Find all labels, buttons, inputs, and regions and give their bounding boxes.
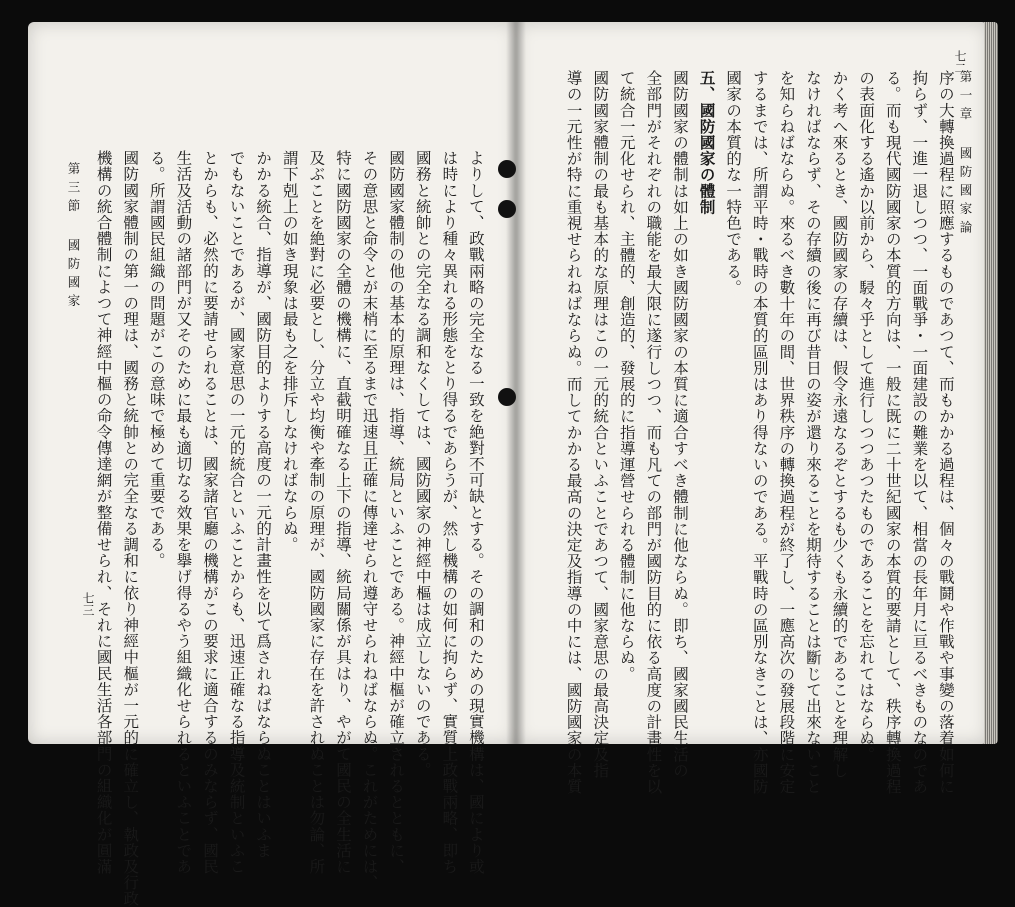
text-line: 生活及活動の諸部門が又そのために最も適切なる效果を擧げ得るやう組織化せられるといふことであ bbox=[174, 150, 193, 875]
text-line: 全部門がそれぞれの職能を最大限に遂行しつつ、而も凡ての部門が國防目的に依る高度の計畫性を以 bbox=[644, 70, 663, 795]
text-line: 謂下剋上の如き現象は最も之を排斥しなければならぬ。 bbox=[280, 150, 299, 553]
text-line: その意思と命令とが末梢に至るまで迅速且正確に傳達せられ遵守せられねばならぬ。これがためには、 bbox=[360, 150, 379, 891]
text-line: とからも、必然的に要請せられることは、國家諸官廳の機構がこの要求に適合するのみならず、國民 bbox=[200, 150, 219, 875]
text-line: かく考へ來るとき、國防國家の存續は、假令永遠なるぞとするも少くも永續的であることを理解し bbox=[830, 70, 849, 779]
text-line: 國防國家體制の第一の理は、國務と統帥との完全なる調和に依り神經中樞が一元的に確立し、執政及行政 bbox=[121, 150, 140, 907]
text-line: 國務と統帥との完全なる調和なくしては、國防國家の神經中樞は成立しないのである。 bbox=[413, 150, 432, 778]
running-header: 第三節 國防國家 bbox=[66, 162, 81, 313]
text-line: を知らねばならぬ。來るべき數十年の間、世界秩序の轉換過程が終了し、一應高次の發展段階に安定 bbox=[777, 70, 796, 795]
page-edges bbox=[984, 22, 998, 744]
binding-hole bbox=[498, 160, 516, 178]
left-page bbox=[28, 22, 516, 907]
text-line: 特に國防國家の全體の機構に、直截明確なる上下の指導、統局關係が具はり、やがて國民の全生活に bbox=[333, 150, 352, 875]
text-line: の表面化する遙か以前から、駸々乎として進行しつつあつたものであることを忘れてはならぬ。 bbox=[857, 70, 876, 763]
running-header: 第一章 國防國家論 bbox=[958, 70, 973, 239]
section-heading: 五、國防國家の體制 bbox=[697, 70, 717, 215]
page-number: 七三 bbox=[81, 592, 95, 616]
text-line: て統合一元化せられ、主體的、創造的、發展的に指導運營せられる體制に他ならぬ。 bbox=[617, 70, 636, 682]
text-line: でもないことであるが、國家意思の一元的統合といふことからも、迅速正確なる指導及統制といふこ bbox=[227, 150, 246, 875]
text-line: かかる統合、指導が、國防目的よりする高度の一元的計畫性を以て爲されねばならぬことはいふま bbox=[254, 150, 273, 859]
text-line: するまでは、所謂平時・戰時の本質的區別はあり得ないのである。平戰時の區別なきことは、亦國防 bbox=[750, 70, 769, 795]
text-line: 機構の統合體制によつて神經中樞の命令傳達網が整備せられ、それに國民生活各部門の組織化が圓滿 bbox=[94, 150, 113, 875]
text-line: 拘らず、一進一退しつつ、一面戰爭・一面建設の難業を以て、相當の長年月に亘るべきものなのであ bbox=[910, 70, 929, 795]
text-line: 國防國家體制の最も基本的な原理はこの一元的統合といふことであつて、國家意思の最高決定及指 bbox=[591, 70, 610, 779]
text-line: なければならず、その存續の後に再び昔日の姿が還り來ることを期待することは斷じて出來ないこと bbox=[803, 70, 822, 795]
text-line: 國防國家の體制は如上の如き國防國家の本質に適合すべき體制に他ならぬ。即ち、國家國民生活の bbox=[670, 70, 689, 779]
text-line: る。所謂國民組織の問題がこの意味で極めて重要である。 bbox=[147, 150, 166, 569]
text-line: 及ぶことを絶對に必要とし、分立や均衡や牽制の原理が、國防國家に存在を許されぬことは勿論、所 bbox=[307, 150, 326, 875]
text-line: る。而も現代國防國家の本質的方向は、一般に既に二十世紀國家の本質的要請として、秩序轉換過程 bbox=[883, 70, 902, 795]
text-line: 國家の本質的な一特色である。 bbox=[724, 70, 743, 296]
text-line: 國防國家體制の他の基本的原理は、指導、統局といふことである。神經中樞が確立されるとともに、 bbox=[387, 150, 406, 875]
left-page-body bbox=[90, 150, 489, 907]
binding-hole bbox=[498, 200, 516, 218]
book-gutter bbox=[506, 22, 526, 744]
text-line: 導の一元性が特に重視せられねばならぬ。而してかかる最高の決定及指導の中には、國防國家の本質 bbox=[564, 70, 583, 795]
page-number: 七二 bbox=[953, 50, 967, 74]
text-line: よりして、政戰兩略の完全なる一致を絶對不可缺とする。その調和のための現實機構は、國により或 bbox=[466, 150, 485, 875]
right-page bbox=[516, 22, 988, 795]
right-page-body bbox=[560, 70, 959, 795]
binding-hole bbox=[498, 388, 516, 406]
text-line: は時により種々異れる形態をとり得るであらうが、然し機構の如何に拘らず、實質上政戰兩略、即ち bbox=[440, 150, 459, 875]
text-line: 序の大轉換過程に照應するものであつて、而もかかる過程は、個々の戰鬪や作戰や事變の落着如何に bbox=[936, 70, 955, 795]
